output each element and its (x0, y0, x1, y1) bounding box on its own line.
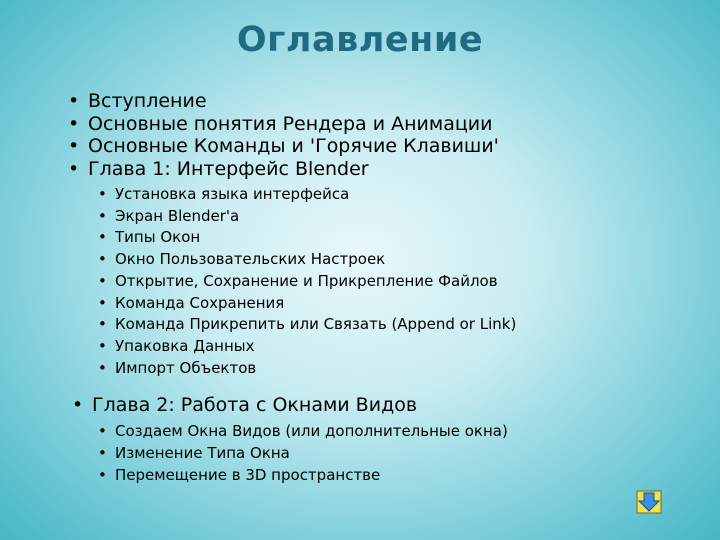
list-item: • Упаковка Данных (115, 336, 516, 358)
list-item: • Команда Сохранения (115, 293, 516, 315)
list-item-basics: • Основные понятия Рендера и Анимации (88, 113, 499, 136)
down-arrow-icon[interactable] (636, 490, 662, 514)
top-level-list (88, 90, 499, 180)
list-item: • Типы Окон (115, 227, 516, 249)
list-item-intro: • Вступление (88, 90, 499, 113)
chapter1-sublist (115, 184, 516, 379)
list-item: • Изменение Типа Окна (115, 442, 508, 464)
list-item: • Установка языка интерфейса (115, 184, 516, 206)
chapter2-sublist (115, 420, 508, 486)
list-item: • Окно Пользовательских Настроек (115, 249, 516, 271)
list-item: • Создаем Окна Видов (или дополнительные окна) (115, 420, 508, 442)
list-item: • Перемещение в 3D пространстве (115, 464, 508, 486)
list-item-chapter2: • Глава 2: Работа с Окнами Видов (92, 393, 417, 417)
list-item-chapter1: • Глава 1: Интерфейс Blender (88, 158, 499, 181)
list-item: • Открытие, Сохранение и Прикрепление Файлов (115, 271, 516, 293)
list-item-commands: • Основные Команды и 'Горячие Клавиши' (88, 135, 499, 158)
list-item: • Экран Blender'a (115, 206, 516, 228)
list-item: • Импорт Объектов (115, 358, 516, 380)
list-item: • Команда Прикрепить или Связать (Append or Link) (115, 314, 516, 336)
chapter2-list (92, 393, 417, 417)
page-title: Оглавление (236, 20, 484, 60)
down-arrow-svg (636, 490, 662, 514)
